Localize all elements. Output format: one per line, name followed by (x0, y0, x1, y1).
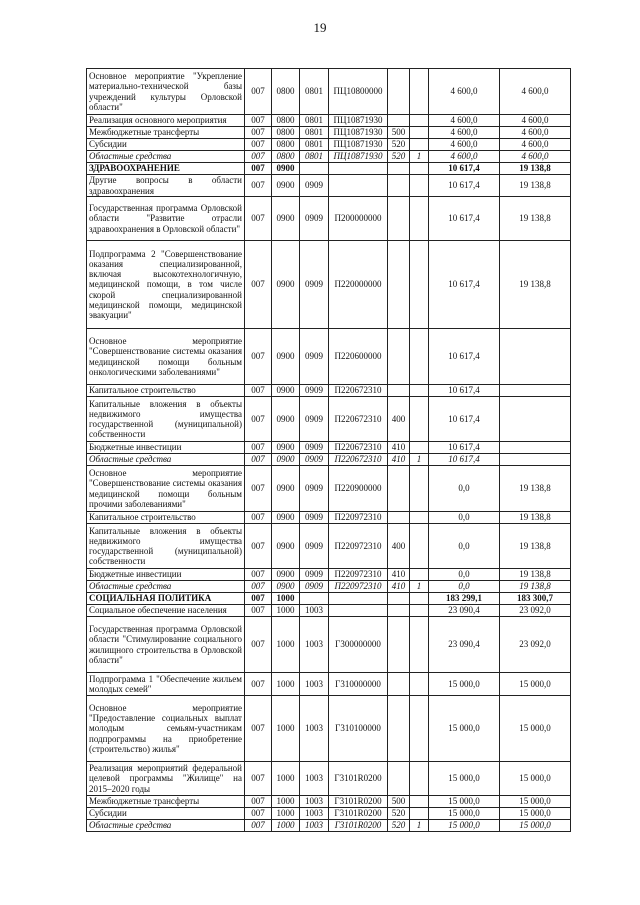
target-article-code: Г310100000 (329, 696, 388, 762)
funding-source-code: 1 (410, 820, 429, 832)
section-code: 0900 (272, 454, 300, 466)
expense-type-code (388, 673, 410, 696)
section-code: 0900 (272, 512, 300, 524)
row-name: Основное мероприятие "Укрепление материально-технической базы учреждений культуры Орловской области" (87, 69, 245, 115)
table-row (87, 673, 571, 696)
section-code: 0900 (272, 442, 300, 454)
amount-first-year: 0,0 (429, 512, 500, 524)
row-name: Реализация мероприятий федеральной целевой программы "Жилище" на 2015–2020 годы (87, 762, 245, 796)
section-code: 0900 (272, 241, 300, 329)
ministry-code: 007 (245, 385, 272, 397)
ministry-code: 007 (245, 127, 272, 139)
ministry-code: 007 (245, 241, 272, 329)
subsection-code: 0909 (300, 442, 329, 454)
amount-first-year: 10 617,4 (429, 442, 500, 454)
ministry-code: 007 (245, 762, 272, 796)
target-article-code (329, 163, 388, 175)
target-article-code (329, 605, 388, 617)
subsection-code: 0909 (300, 397, 329, 442)
table-row (87, 762, 571, 796)
row-name: Областные средства (87, 581, 245, 593)
expense-type-code (388, 593, 410, 605)
funding-source-code (410, 397, 429, 442)
section-code: 0800 (272, 115, 300, 127)
section-code: 0900 (272, 524, 300, 569)
section-code: 0900 (272, 385, 300, 397)
amount-first-year: 23 090,4 (429, 617, 500, 673)
expense-type-code (388, 69, 410, 115)
amount-first-year: 15 000,0 (429, 762, 500, 796)
row-name: Капитальные вложения в объекты недвижимого имущества государственной (муниципальной) собственности (87, 524, 245, 569)
subsection-code: 0909 (300, 241, 329, 329)
amount-first-year: 10 617,4 (429, 397, 500, 442)
table-row (87, 385, 571, 397)
subsection-code: 0801 (300, 69, 329, 115)
amount-second-year (500, 397, 571, 442)
row-name: Основное мероприятие "Совершенствование системы оказания медицинской помощи больным онкологическими заболеваниями" (87, 329, 245, 385)
amount-second-year: 183 300,7 (500, 593, 571, 605)
expense-type-code (388, 466, 410, 512)
amount-first-year: 10 617,4 (429, 454, 500, 466)
table-row (87, 524, 571, 569)
ministry-code: 007 (245, 442, 272, 454)
table-row (87, 139, 571, 151)
ministry-code: 007 (245, 197, 272, 241)
target-article-code: ПЦ10871930 (329, 127, 388, 139)
funding-source-code (410, 524, 429, 569)
funding-source-code (410, 512, 429, 524)
ministry-code: 007 (245, 329, 272, 385)
table-row (87, 163, 571, 175)
amount-second-year (500, 454, 571, 466)
amount-first-year: 183 299,1 (429, 593, 500, 605)
amount-second-year: 19 138,8 (500, 241, 571, 329)
target-article-code (329, 175, 388, 197)
ministry-code: 007 (245, 139, 272, 151)
amount-first-year: 15 000,0 (429, 796, 500, 808)
section-code: 0800 (272, 139, 300, 151)
ministry-code: 007 (245, 696, 272, 762)
subsection-code: 1003 (300, 808, 329, 820)
amount-second-year: 15 000,0 (500, 673, 571, 696)
target-article-code: ПЦ10800000 (329, 69, 388, 115)
expense-type-code: 410 (388, 581, 410, 593)
section-code: 0800 (272, 69, 300, 115)
amount-second-year: 15 000,0 (500, 808, 571, 820)
subsection-code: 0801 (300, 139, 329, 151)
funding-source-code (410, 163, 429, 175)
table-row (87, 115, 571, 127)
ministry-code: 007 (245, 175, 272, 197)
table-row (87, 151, 571, 163)
ministry-code: 007 (245, 454, 272, 466)
ministry-code: 007 (245, 69, 272, 115)
amount-second-year: 19 138,8 (500, 175, 571, 197)
expense-type-code: 410 (388, 569, 410, 581)
budget-table (86, 68, 571, 832)
amount-second-year: 23 092,0 (500, 605, 571, 617)
amount-first-year: 4 600,0 (429, 69, 500, 115)
amount-second-year: 19 138,8 (500, 524, 571, 569)
amount-second-year: 4 600,0 (500, 151, 571, 163)
amount-first-year: 0,0 (429, 581, 500, 593)
section-code: 0800 (272, 127, 300, 139)
funding-source-code (410, 442, 429, 454)
expense-type-code (388, 329, 410, 385)
table-row (87, 175, 571, 197)
amount-first-year: 10 617,4 (429, 175, 500, 197)
subsection-code: 0909 (300, 512, 329, 524)
row-name: СОЦИАЛЬНАЯ ПОЛИТИКА (87, 593, 245, 605)
target-article-code: П220672310 (329, 442, 388, 454)
section-code: 1000 (272, 673, 300, 696)
expense-type-code (388, 385, 410, 397)
expense-type-code: 520 (388, 151, 410, 163)
row-name: Бюджетные инвестиции (87, 569, 245, 581)
amount-second-year: 15 000,0 (500, 696, 571, 762)
amount-second-year: 4 600,0 (500, 139, 571, 151)
ministry-code: 007 (245, 617, 272, 673)
amount-second-year: 4 600,0 (500, 127, 571, 139)
funding-source-code (410, 241, 429, 329)
section-code: 0900 (272, 397, 300, 442)
table-row (87, 454, 571, 466)
amount-first-year: 10 617,4 (429, 329, 500, 385)
funding-source-code (410, 696, 429, 762)
funding-source-code (410, 115, 429, 127)
ministry-code: 007 (245, 397, 272, 442)
page-number: 19 (313, 20, 327, 35)
section-code: 0900 (272, 329, 300, 385)
subsection-code: 1003 (300, 673, 329, 696)
amount-first-year: 4 600,0 (429, 151, 500, 163)
expense-type-code: 500 (388, 127, 410, 139)
amount-second-year (500, 329, 571, 385)
target-article-code: Г3101R0200 (329, 808, 388, 820)
ministry-code: 007 (245, 605, 272, 617)
subsection-code: 0909 (300, 581, 329, 593)
ministry-code: 007 (245, 569, 272, 581)
subsection-code: 0801 (300, 115, 329, 127)
ministry-code: 007 (245, 673, 272, 696)
ministry-code: 007 (245, 512, 272, 524)
amount-first-year: 15 000,0 (429, 820, 500, 832)
row-name: Субсидии (87, 139, 245, 151)
table-row (87, 442, 571, 454)
amount-first-year: 23 090,4 (429, 605, 500, 617)
target-article-code: ПЦ10871930 (329, 115, 388, 127)
funding-source-code (410, 175, 429, 197)
expense-type-code: 500 (388, 796, 410, 808)
table-row (87, 69, 571, 115)
row-name: Капитальное строительство (87, 512, 245, 524)
subsection-code: 0909 (300, 569, 329, 581)
row-name: Государственная программа Орловской области "Развитие отрасли здравоохранения в Орловской области" (87, 197, 245, 241)
section-code: 0900 (272, 581, 300, 593)
target-article-code: ПЦ10871930 (329, 139, 388, 151)
expense-type-code: 520 (388, 139, 410, 151)
row-name: Областные средства (87, 454, 245, 466)
section-code: 0900 (272, 197, 300, 241)
section-code: 0900 (272, 569, 300, 581)
row-name: Подпрограмма 1 "Обеспечение жильем молодых семей" (87, 673, 245, 696)
section-code: 1000 (272, 593, 300, 605)
expense-type-code (388, 512, 410, 524)
table-row (87, 466, 571, 512)
funding-source-code (410, 385, 429, 397)
funding-source-code (410, 808, 429, 820)
target-article-code: П220972310 (329, 581, 388, 593)
section-code: 1000 (272, 617, 300, 673)
row-name: Другие вопросы в области здравоохранения (87, 175, 245, 197)
amount-second-year: 19 138,8 (500, 581, 571, 593)
table-row (87, 820, 571, 832)
expense-type-code: 520 (388, 820, 410, 832)
funding-source-code: 1 (410, 581, 429, 593)
funding-source-code (410, 617, 429, 673)
target-article-code: П200000000 (329, 197, 388, 241)
table-row (87, 127, 571, 139)
expense-type-code (388, 696, 410, 762)
target-article-code: П220000000 (329, 241, 388, 329)
amount-first-year: 15 000,0 (429, 696, 500, 762)
target-article-code: П220972310 (329, 512, 388, 524)
amount-second-year (500, 442, 571, 454)
amount-first-year: 0,0 (429, 524, 500, 569)
section-code: 1000 (272, 696, 300, 762)
amount-first-year: 10 617,4 (429, 163, 500, 175)
ministry-code: 007 (245, 808, 272, 820)
amount-second-year: 4 600,0 (500, 115, 571, 127)
funding-source-code (410, 605, 429, 617)
ministry-code: 007 (245, 163, 272, 175)
row-name: Подпрограмма 2 "Совершенствование оказания специализированной, включая высокотехнологичную, медицинской помощи, в том числе скорой специализированной медицинской помощи, медицинской эвакуации" (87, 241, 245, 329)
subsection-code: 0801 (300, 151, 329, 163)
target-article-code: П220972310 (329, 524, 388, 569)
amount-first-year: 15 000,0 (429, 673, 500, 696)
funding-source-code (410, 329, 429, 385)
subsection-code (300, 163, 329, 175)
row-name: Государственная программа Орловской области "Стимулирование социального жилищного строительства в Орловской области" (87, 617, 245, 673)
row-name: Социальное обеспечение населения (87, 605, 245, 617)
amount-second-year: 19 138,8 (500, 569, 571, 581)
funding-source-code (410, 127, 429, 139)
ministry-code: 007 (245, 581, 272, 593)
amount-second-year: 4 600,0 (500, 69, 571, 115)
table-row (87, 241, 571, 329)
funding-source-code (410, 197, 429, 241)
target-article-code: П220600000 (329, 329, 388, 385)
target-article-code: П220672310 (329, 454, 388, 466)
expense-type-code (388, 241, 410, 329)
section-code: 0900 (272, 466, 300, 512)
funding-source-code (410, 796, 429, 808)
funding-source-code: 1 (410, 454, 429, 466)
target-article-code: Г300000000 (329, 617, 388, 673)
row-name: ЗДРАВООХРАНЕНИЕ (87, 163, 245, 175)
table-row (87, 512, 571, 524)
table-row (87, 696, 571, 762)
funding-source-code (410, 69, 429, 115)
amount-second-year: 15 000,0 (500, 820, 571, 832)
ministry-code: 007 (245, 593, 272, 605)
amount-first-year: 10 617,4 (429, 197, 500, 241)
amount-second-year: 19 138,8 (500, 197, 571, 241)
section-code: 1000 (272, 820, 300, 832)
section-code: 1000 (272, 762, 300, 796)
expense-type-code (388, 762, 410, 796)
subsection-code (300, 593, 329, 605)
subsection-code: 1003 (300, 605, 329, 617)
table-row (87, 329, 571, 385)
subsection-code: 1003 (300, 796, 329, 808)
row-name: Субсидии (87, 808, 245, 820)
subsection-code: 1003 (300, 820, 329, 832)
target-article-code: ПЦ10871930 (329, 151, 388, 163)
funding-source-code: 1 (410, 151, 429, 163)
target-article-code: Г3101R0200 (329, 762, 388, 796)
row-name: Межбюджетные трансферты (87, 127, 245, 139)
target-article-code: Г310000000 (329, 673, 388, 696)
expense-type-code: 410 (388, 442, 410, 454)
target-article-code: П220672310 (329, 397, 388, 442)
amount-first-year: 15 000,0 (429, 808, 500, 820)
expense-type-code: 400 (388, 524, 410, 569)
table-row (87, 617, 571, 673)
amount-second-year: 19 138,8 (500, 512, 571, 524)
expense-type-code (388, 197, 410, 241)
amount-second-year: 23 092,0 (500, 617, 571, 673)
target-article-code (329, 593, 388, 605)
ministry-code: 007 (245, 524, 272, 569)
ministry-code: 007 (245, 796, 272, 808)
ministry-code: 007 (245, 151, 272, 163)
ministry-code: 007 (245, 466, 272, 512)
table-body (87, 69, 571, 832)
subsection-code: 1003 (300, 696, 329, 762)
section-code: 0900 (272, 175, 300, 197)
funding-source-code (410, 762, 429, 796)
subsection-code: 0909 (300, 385, 329, 397)
table-row (87, 796, 571, 808)
table-row (87, 808, 571, 820)
row-name: Межбюджетные трансферты (87, 796, 245, 808)
table-row (87, 569, 571, 581)
amount-first-year: 10 617,4 (429, 385, 500, 397)
expense-type-code: 410 (388, 454, 410, 466)
section-code: 0900 (272, 163, 300, 175)
target-article-code: Г3101R0200 (329, 820, 388, 832)
row-name: Реализация основного мероприятия (87, 115, 245, 127)
amount-second-year (500, 385, 571, 397)
subsection-code: 0801 (300, 127, 329, 139)
row-name: Основное мероприятие "Совершенствование системы оказания медицинской помощи больным прочими заболеваниями" (87, 466, 245, 512)
row-name: Капитальное строительство (87, 385, 245, 397)
ministry-code: 007 (245, 820, 272, 832)
subsection-code: 0909 (300, 329, 329, 385)
amount-first-year: 0,0 (429, 569, 500, 581)
row-name: Основное мероприятие "Предоставление социальных выплат молодым семьям-участникам подпрограммы на приобретение (строительство) жилья" (87, 696, 245, 762)
target-article-code: П220672310 (329, 385, 388, 397)
subsection-code: 0909 (300, 466, 329, 512)
row-name: Областные средства (87, 151, 245, 163)
subsection-code: 0909 (300, 197, 329, 241)
section-code: 1000 (272, 808, 300, 820)
subsection-code: 0909 (300, 524, 329, 569)
subsection-code: 1003 (300, 617, 329, 673)
target-article-code: Г3101R0200 (329, 796, 388, 808)
ministry-code: 007 (245, 115, 272, 127)
expense-type-code (388, 163, 410, 175)
amount-first-year: 4 600,0 (429, 115, 500, 127)
funding-source-code (410, 593, 429, 605)
amount-second-year: 15 000,0 (500, 796, 571, 808)
table-row (87, 581, 571, 593)
row-name: Бюджетные инвестиции (87, 442, 245, 454)
table-row (87, 605, 571, 617)
target-article-code: П220972310 (329, 569, 388, 581)
funding-source-code (410, 569, 429, 581)
table-row (87, 197, 571, 241)
subsection-code: 0909 (300, 175, 329, 197)
amount-second-year: 19 138,8 (500, 163, 571, 175)
funding-source-code (410, 139, 429, 151)
table-row (87, 397, 571, 442)
expense-type-code: 400 (388, 397, 410, 442)
section-code: 1000 (272, 796, 300, 808)
subsection-code: 0909 (300, 454, 329, 466)
table-row (87, 593, 571, 605)
expense-type-code (388, 617, 410, 673)
row-name: Капитальные вложения в объекты недвижимого имущества государственной (муниципальной) собственности (87, 397, 245, 442)
amount-first-year: 10 617,4 (429, 241, 500, 329)
section-code: 1000 (272, 605, 300, 617)
funding-source-code (410, 466, 429, 512)
amount-first-year: 0,0 (429, 466, 500, 512)
funding-source-code (410, 673, 429, 696)
subsection-code: 1003 (300, 762, 329, 796)
row-name: Областные средства (87, 820, 245, 832)
expense-type-code (388, 115, 410, 127)
amount-first-year: 4 600,0 (429, 127, 500, 139)
target-article-code: П220900000 (329, 466, 388, 512)
expense-type-code: 520 (388, 808, 410, 820)
expense-type-code (388, 175, 410, 197)
section-code: 0800 (272, 151, 300, 163)
expense-type-code (388, 605, 410, 617)
amount-first-year: 4 600,0 (429, 139, 500, 151)
amount-second-year: 15 000,0 (500, 762, 571, 796)
amount-second-year: 19 138,8 (500, 466, 571, 512)
